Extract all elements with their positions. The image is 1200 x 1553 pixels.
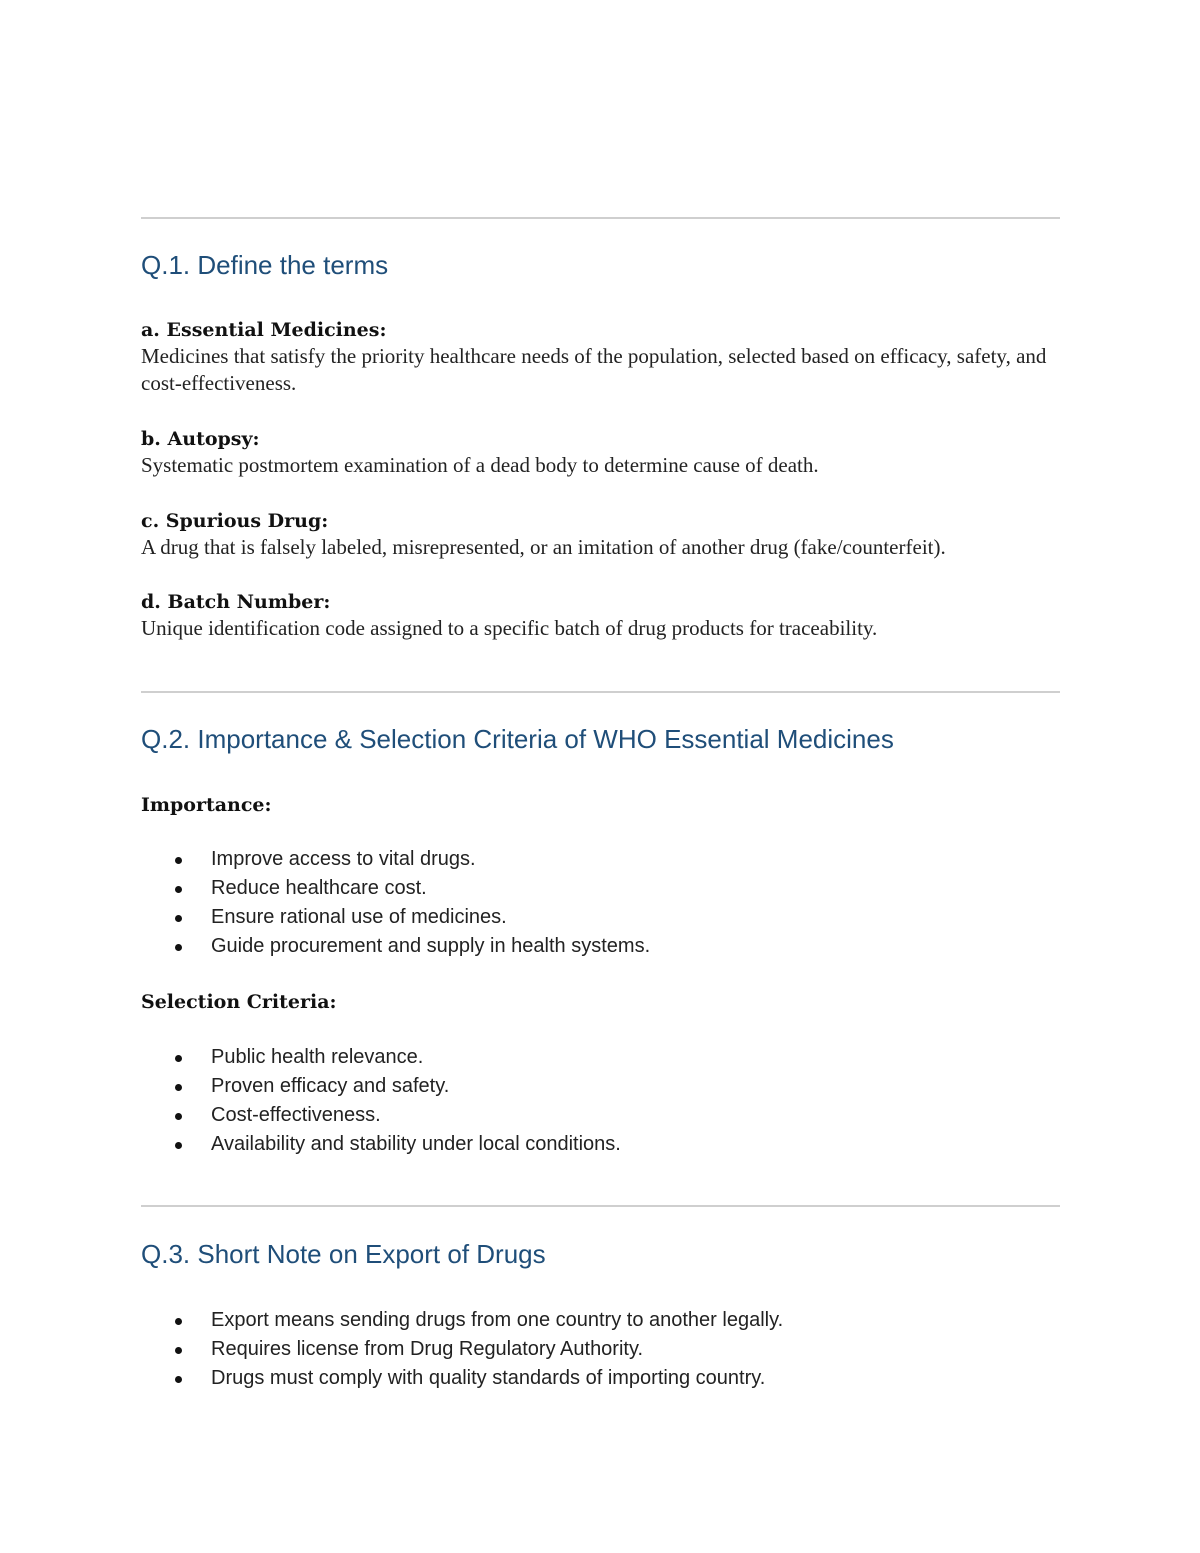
section-divider <box>141 1205 1060 1207</box>
term-label: b. Autopsy: <box>141 428 260 450</box>
term-definition: A drug that is falsely labeled, misrepresented, or an imitation of another drug (fake/counterfeit). <box>141 535 946 559</box>
bullet-icon <box>175 1113 182 1120</box>
bullet-icon <box>175 1347 182 1354</box>
q3-heading: Q.3. Short Note on Export of Drugs <box>141 1239 546 1269</box>
list-item: Ensure rational use of medicines. <box>141 903 650 932</box>
bullet-icon <box>175 915 182 922</box>
section-divider <box>141 691 1060 693</box>
bullet-icon <box>175 1318 182 1325</box>
bullet-icon <box>175 1142 182 1149</box>
list-item: Drugs must comply with quality standards of importing country. <box>141 1364 783 1393</box>
export-list <box>141 1306 783 1393</box>
list-item: Export means sending drugs from one country to another legally. <box>141 1306 783 1335</box>
term-spurious-drug <box>141 508 1060 561</box>
term-label: c. Spurious Drug: <box>141 510 329 532</box>
bullet-icon <box>175 944 182 951</box>
term-definition: Medicines that satisfy the priority healthcare needs of the population, selected based on efficacy, safety, and cost-effectiveness. <box>141 344 1047 395</box>
term-definition: Systematic postmortem examination of a dead body to determine cause of death. <box>141 453 819 477</box>
bullet-icon <box>175 886 182 893</box>
q2-heading: Q.2. Importance & Selection Criteria of WHO Essential Medicines <box>141 724 894 754</box>
selection-criteria-label: Selection Criteria: <box>141 991 337 1013</box>
bullet-icon <box>175 1376 182 1383</box>
term-autopsy <box>141 426 1060 479</box>
bullet-icon <box>175 1055 182 1062</box>
term-label: a. Essential Medicines: <box>141 319 387 341</box>
bullet-icon <box>175 1084 182 1091</box>
term-essential-medicines <box>141 317 1060 397</box>
q1-heading: Q.1. Define the terms <box>141 250 389 280</box>
list-item: Availability and stability under local conditions. <box>141 1130 621 1159</box>
list-item: Requires license from Drug Regulatory Authority. <box>141 1335 783 1364</box>
term-label: d. Batch Number: <box>141 591 331 613</box>
bullet-icon <box>175 857 182 864</box>
section-divider <box>141 217 1060 219</box>
list-item: Improve access to vital drugs. <box>141 845 650 874</box>
list-item: Reduce healthcare cost. <box>141 874 650 903</box>
importance-list <box>141 845 650 961</box>
list-item: Proven efficacy and safety. <box>141 1072 621 1101</box>
term-batch-number <box>141 589 1060 642</box>
importance-label: Importance: <box>141 794 272 816</box>
list-item: Guide procurement and supply in health systems. <box>141 932 650 961</box>
term-definition: Unique identification code assigned to a specific batch of drug products for traceability. <box>141 616 878 640</box>
list-item: Public health relevance. <box>141 1043 621 1072</box>
criteria-list <box>141 1043 621 1159</box>
list-item: Cost-effectiveness. <box>141 1101 621 1130</box>
